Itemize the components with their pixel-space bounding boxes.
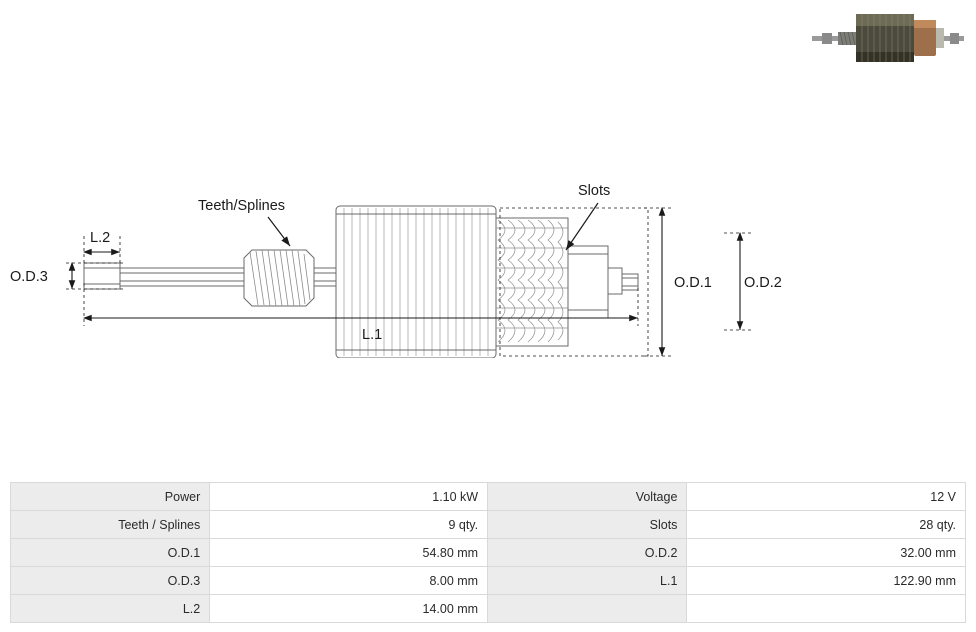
callout-teeth-splines <box>198 198 290 246</box>
armature-drawing-svg <box>0 78 976 358</box>
callout-slots <box>566 183 610 250</box>
spec-key-empty <box>488 595 687 623</box>
label-l1: L.1 <box>362 327 383 343</box>
table-row <box>11 567 966 595</box>
spec-key: L.2 <box>11 595 210 623</box>
label-teeth-splines: Teeth/Splines <box>198 198 286 214</box>
spec-value: 12 V <box>687 483 966 511</box>
spec-key: Power <box>11 483 210 511</box>
spec-value: 14.00 mm <box>210 595 488 623</box>
table-row <box>11 595 966 623</box>
spec-key: O.D.1 <box>11 539 210 567</box>
armature-thumbnail[interactable] <box>808 6 968 70</box>
armature-technical-drawing <box>0 78 976 358</box>
label-l2: L.2 <box>90 230 111 246</box>
spec-value-empty <box>687 595 966 623</box>
table-row <box>11 483 966 511</box>
armature-thumbnail-image <box>808 6 968 70</box>
specifications-table-body <box>11 483 966 623</box>
spec-value: 54.80 mm <box>210 539 488 567</box>
spec-value: 1.10 kW <box>210 483 488 511</box>
spec-key: Voltage <box>488 483 687 511</box>
spec-value: 122.90 mm <box>687 567 966 595</box>
label-od1: O.D.1 <box>674 275 712 291</box>
label-slots: Slots <box>578 183 611 199</box>
spec-value: 28 qty. <box>687 511 966 539</box>
spec-value: 32.00 mm <box>687 539 966 567</box>
spec-key: L.1 <box>488 567 687 595</box>
specifications-table <box>10 482 966 623</box>
spec-key: Slots <box>488 511 687 539</box>
label-od2: O.D.2 <box>744 275 782 291</box>
spec-key: O.D.3 <box>11 567 210 595</box>
table-row <box>11 511 966 539</box>
spec-value: 8.00 mm <box>210 567 488 595</box>
spec-key: Teeth / Splines <box>11 511 210 539</box>
table-row <box>11 539 966 567</box>
spec-key: O.D.2 <box>488 539 687 567</box>
spec-value: 9 qty. <box>210 511 488 539</box>
label-od3: O.D.3 <box>10 269 48 285</box>
dimension-od2 <box>724 233 782 330</box>
dimension-l2 <box>84 230 120 264</box>
